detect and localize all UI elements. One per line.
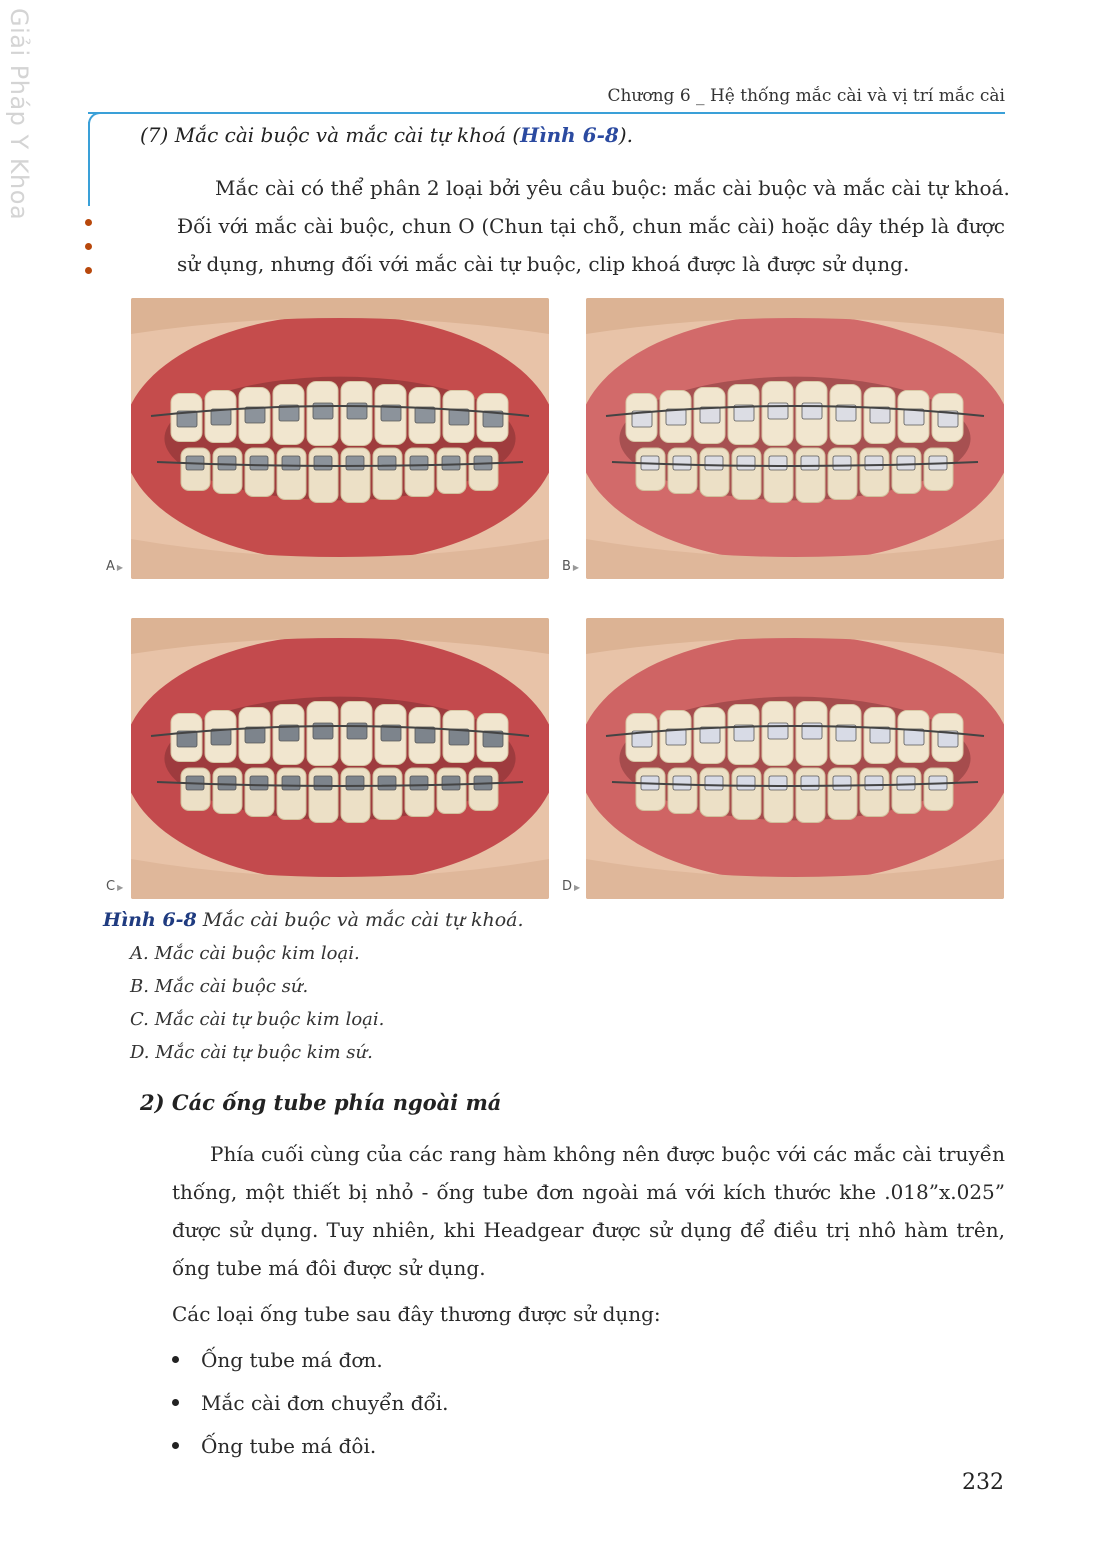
chapter-header: Chương 6 _ Hệ thống mắc cài và vị trí mắc cài xyxy=(607,86,1005,106)
intro-paragraph-rest xyxy=(177,207,1005,283)
panel-label-d: D ▶ xyxy=(562,879,581,894)
tube-paragraph-line-1: Phía cuối cùng của các rang hàm không nên được buộc với các mắc cài truyền xyxy=(210,1142,1005,1166)
bullet-dot xyxy=(172,1399,179,1406)
paragraph-line: thống, một thiết bị nhỏ - ống tube đơn ngoài má với kích thước khe .018”x.025” xyxy=(172,1180,1005,1204)
figure-caption-text: Mắc cài buộc và mắc cài tự khoá. xyxy=(196,909,524,931)
intro-paragraph-line-1: Mắc cài có thể phân 2 loại bởi yêu cầu buộc: mắc cài buộc và mắc cài tự khoá. xyxy=(215,176,1010,200)
header-rule-vertical xyxy=(88,122,90,206)
photo-panel-b xyxy=(586,298,1004,579)
paragraph-line: sử dụng, nhưng đối với mắc cài tự buộc, clip khoá được là được sử dụng. xyxy=(177,252,910,276)
bullet-item: Ống tube má đôi. xyxy=(172,1434,376,1458)
bullet-dot xyxy=(172,1356,179,1363)
decorative-dot xyxy=(85,243,92,250)
caption-item-d: D. Mắc cài tự buộc kim sứ. xyxy=(130,1042,373,1063)
subsection-heading: 2) Các ống tube phía ngoài má xyxy=(140,1090,502,1115)
photo-panel-c xyxy=(131,618,549,899)
decorative-dot xyxy=(85,219,92,226)
figure-caption-label: Hình 6-8 xyxy=(103,909,197,931)
section-title-prefix: (7) Mắc cài buộc và mắc cài tự khoá ( xyxy=(140,123,521,147)
panel-label-a: A ▶ xyxy=(106,559,124,574)
tube-list-intro: Các loại ống tube sau đây thương được sử dụng: xyxy=(172,1302,661,1326)
paragraph-line: ống tube má đôi được sử dụng. xyxy=(172,1256,486,1280)
figure-caption xyxy=(103,909,524,931)
paragraph-line: được sử dụng. Tuy nhiên, khi Headgear được sử dụng để điều trị nhô hàm trên, xyxy=(172,1218,1005,1242)
panel-label-b: B ▶ xyxy=(562,559,580,574)
braces-photo-illustration xyxy=(131,298,549,579)
braces-photo-illustration xyxy=(586,298,1004,579)
braces-photo-illustration xyxy=(586,618,1004,899)
paragraph-line: Đối với mắc cài buộc, chun O (Chun tại chỗ, chun mắc cài) hoặc dây thép là được xyxy=(177,214,1005,238)
photo-panel-a xyxy=(131,298,549,579)
panel-label-c: C ▶ xyxy=(106,879,124,894)
bullet-dot xyxy=(172,1442,179,1449)
caption-item-a: A. Mắc cài buộc kim loại. xyxy=(130,943,360,964)
section-title-suffix: ). xyxy=(618,123,633,147)
header-rule xyxy=(88,112,1005,114)
bullet-item: Ống tube má đơn. xyxy=(172,1348,383,1372)
side-brand-watermark: Giải Pháp Y Khoa xyxy=(5,8,33,221)
section-title xyxy=(140,123,633,147)
bullet-item: Mắc cài đơn chuyển đổi. xyxy=(172,1391,449,1415)
braces-photo-illustration xyxy=(131,618,549,899)
figure-reference: Hình 6-8 xyxy=(520,123,619,147)
page-number: 232 xyxy=(962,1470,1004,1495)
photo-panel-d xyxy=(586,618,1004,899)
caption-item-b: B. Mắc cài buộc sứ. xyxy=(130,976,309,997)
caption-item-c: C. Mắc cài tự buộc kim loại. xyxy=(130,1009,385,1030)
tube-paragraph-rest xyxy=(172,1173,1005,1287)
decorative-dot xyxy=(85,267,92,274)
